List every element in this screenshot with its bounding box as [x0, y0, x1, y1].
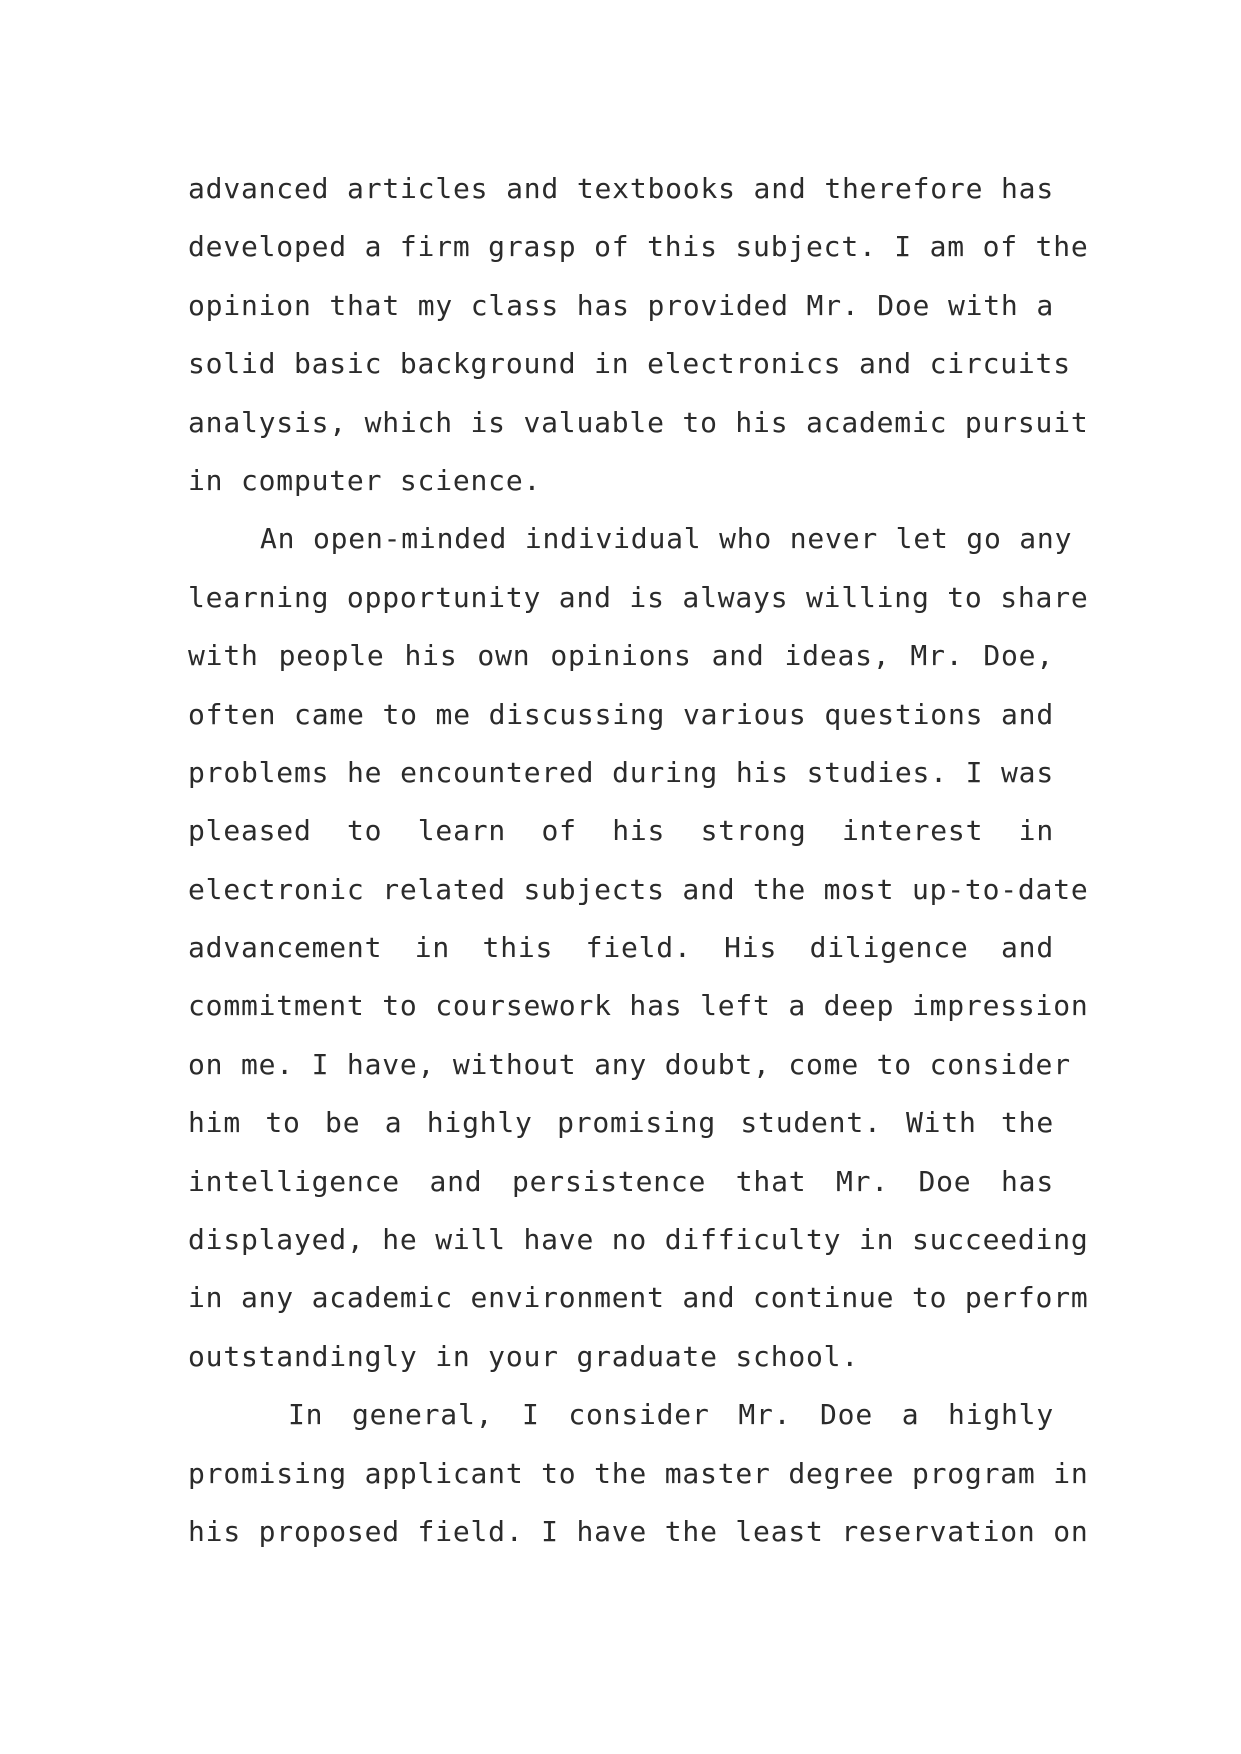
text-line: advancement in this field. His diligence and: [188, 931, 1054, 965]
text-line: commitment to coursework has left a deep impression: [188, 989, 1089, 1023]
paragraph-2: [188, 510, 1089, 1386]
text-line: problems he encountered during his studies. I was: [188, 755, 1054, 789]
text-line: opinion that my class has provided Mr. Doe with a: [188, 288, 1054, 322]
letter-body: [188, 160, 1089, 1561]
text-line: advanced articles and textbooks and therefore has: [188, 172, 1054, 205]
text-line: displayed, he will have no difficulty in succeeding: [188, 1223, 1089, 1257]
text-line: developed a firm grasp of this subject. I am of the: [188, 230, 1089, 264]
text-line: analysis, which is valuable to his academic pursuit: [188, 405, 1089, 439]
paragraph-1: [188, 160, 1089, 510]
text-line: in computer science.: [188, 463, 542, 497]
text-line: often came to me discussing various questions and: [188, 697, 1054, 731]
text-line: electronic related subjects and the most up-to-date: [188, 872, 1089, 906]
text-line: him to be a highly promising student. With the: [188, 1106, 1054, 1140]
text-line: In general, I consider Mr. Doe a highly: [288, 1398, 1054, 1432]
text-line: with people his own opinions and ideas, Mr. Doe,: [188, 639, 1054, 673]
text-line: promising applicant to the master degree program in: [188, 1456, 1089, 1490]
text-line: his proposed field. I have the least reservation on: [188, 1514, 1089, 1548]
text-line: An open-minded individual who never let go any: [260, 522, 1073, 556]
text-line: pleased to learn of his strong interest in: [188, 814, 1054, 848]
text-line: outstandingly in your graduate school.: [188, 1339, 859, 1373]
text-line: in any academic environment and continue to perform: [188, 1281, 1089, 1315]
paragraph-3: [188, 1386, 1089, 1561]
text-line: learning opportunity and is always willing to share: [188, 580, 1089, 614]
text-line: on me. I have, without any doubt, come to consider: [188, 1047, 1071, 1081]
text-line: intelligence and persistence that Mr. Doe has: [188, 1164, 1054, 1198]
text-line: solid basic background in electronics and circuits: [188, 347, 1071, 381]
